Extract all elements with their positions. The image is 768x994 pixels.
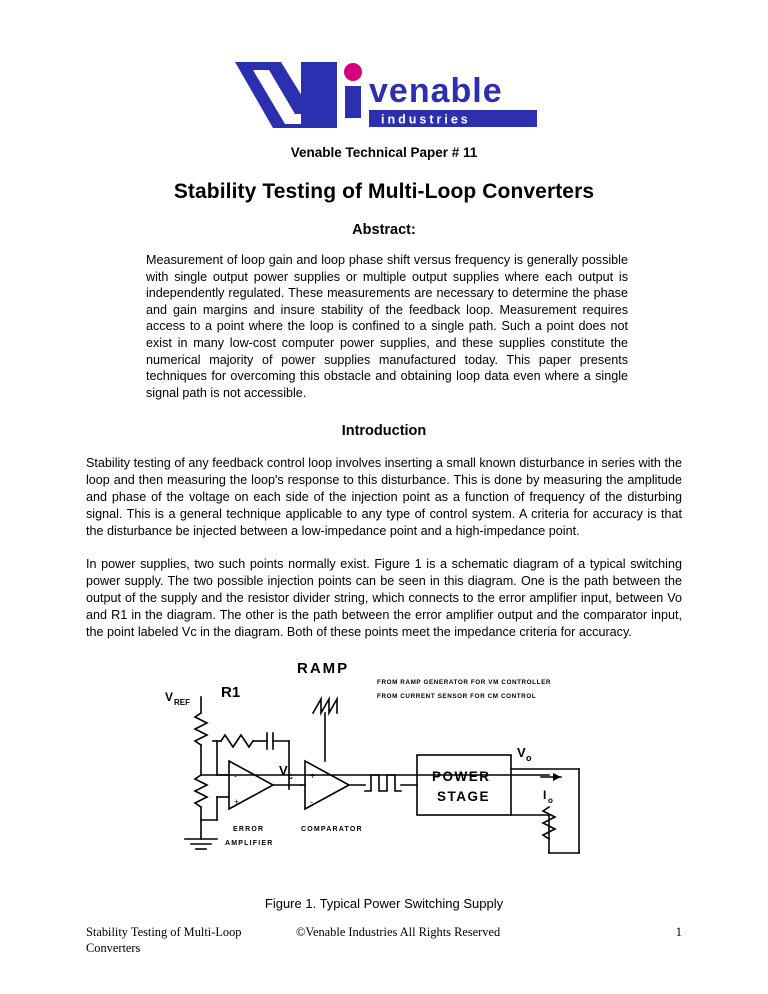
introduction-heading: Introduction: [341, 423, 427, 440]
figure-label-vref: V: [165, 689, 174, 704]
intro-paragraph-1: Stability testing of any feedback control loop involves inserting a small known disturbance in series with the loop and then measuring the loop's response to this disturbance. This is done by measuring the amplitude and phase of the voltage on each side of the injection point as a function of frequency of the disturbing signal. This is a general technique applicable to any type of control system. A criteria for accuracy is that the disturbance be injected between a low-impedance point and a high-impedance point.: [86, 456, 682, 539]
company-logo: [86, 58, 682, 135]
svg-text:o: o: [526, 752, 532, 763]
figure-label-ramp: RAMP: [297, 659, 350, 677]
figure-note-1: FROM RAMP GENERATOR FOR VM CONTROLLER: [377, 678, 552, 686]
svg-text:c: c: [288, 770, 294, 781]
paper-number: Venable Technical Paper # 11: [290, 145, 478, 160]
abstract-heading: Abstract:: [352, 222, 416, 238]
footer-copyright: ©Venable Industries All Rights Reserved: [296, 925, 501, 939]
svg-text:industries: industries: [381, 112, 471, 127]
page-footer: [86, 925, 682, 956]
svg-text:+: +: [310, 770, 316, 781]
svg-text:+: +: [234, 796, 240, 807]
power-supply-schematic-diagram: [149, 657, 619, 887]
svg-text:-: -: [234, 770, 237, 781]
svg-text:venable: venable: [369, 72, 503, 110]
figure-label-comparator: COMPARATOR: [301, 825, 363, 833]
figure-label-error-amp-2: AMPLIFIER: [225, 839, 274, 847]
intro-paragraph-2: In power supplies, two such points normally exist. Figure 1 is a schematic diagram of a typical switching power supply. The two possible injection points can be seen in this diagram. One is the path between the output of the supply and the resistor divider string, which connects to the error amplifier input, between Vo and R1 in the diagram. The other is the path between the error amplifier output and the comparator input, the point labeled Vc in the diagram. Both of these points meet the impedance criteria for accuracy.: [86, 557, 682, 639]
figure-caption: Figure 1. Typical Power Switching Supply: [264, 895, 504, 911]
svg-text:o: o: [548, 795, 553, 805]
svg-text:-: -: [310, 796, 313, 807]
figure-label-vo: V: [517, 744, 526, 760]
footer-left-text: Stability Testing of Multi-Loop Converters: [86, 925, 242, 955]
abstract-text: Measurement of loop gain and loop phase shift versus frequency is generally possible with single output power supplies or multiple output supplies where each output is independently regulated. These measurements are necessary to determine the phase and gain margins and insure stability of the feedback loop. Measurement requires access to a point where the loop is confined to a single path. Such a point does not exist in many low-cost computer power supplies, and these supplies constitute the numerical majority of power supplies manufactured today. This paper presents techniques for overcoming this obstacle and obtaining loop data even where a single signal path is not accessible.: [146, 253, 628, 400]
footer-page-number: 1: [675, 925, 682, 939]
figure-label-power-stage-1: POWER: [432, 768, 491, 784]
figure-label-power-stage-2: STAGE: [437, 788, 491, 804]
figure-label-io: I: [543, 787, 547, 802]
figure-label-vc: V: [279, 762, 288, 778]
figure-note-2: FROM CURRENT SENSOR FOR CM CONTROL: [377, 692, 537, 700]
venable-industries-logo-icon: [229, 58, 539, 130]
figure-label-r1: R1: [221, 683, 241, 701]
figure-1: [86, 657, 682, 911]
svg-text:REF: REF: [174, 697, 190, 707]
page-title: Stability Testing of Multi-Loop Converters: [173, 180, 595, 203]
figure-label-error-amp-1: ERROR: [233, 825, 265, 833]
